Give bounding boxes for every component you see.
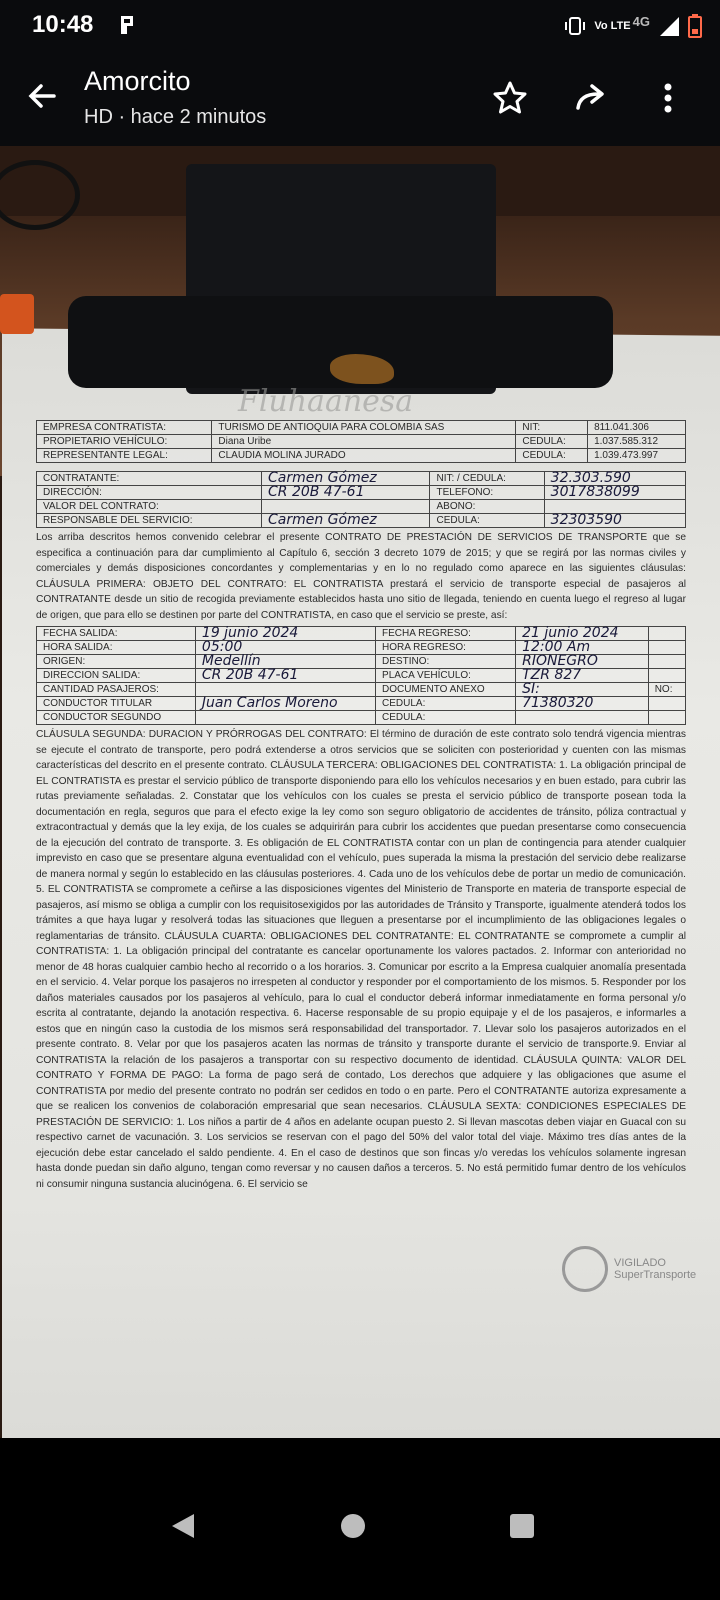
nav-home-icon[interactable] — [341, 1514, 365, 1538]
app-bar — [0, 52, 720, 146]
nav-back-icon[interactable] — [170, 1512, 196, 1540]
form-label: CEDULA: — [516, 435, 588, 449]
signal-icon — [658, 15, 680, 37]
form-label: FECHA REGRESO: — [376, 627, 516, 641]
form-label: CEDULA: — [376, 697, 516, 711]
form-label: CEDULA: — [376, 711, 516, 725]
form-label: EMPRESA CONTRATISTA: — [37, 421, 212, 435]
handwritten-value — [195, 711, 375, 725]
trip-table — [36, 626, 686, 725]
form-label: DESTINO: — [376, 655, 516, 669]
company-logo: Fluhaanesa — [238, 384, 414, 419]
handwritten-value: CR 20B 47-61 — [261, 486, 430, 500]
volte-label: Vo LTE — [594, 19, 631, 32]
photo-viewer[interactable] — [0, 146, 720, 1438]
form-label: HORA REGRESO: — [376, 641, 516, 655]
form-label: TELEFONO: — [430, 486, 544, 500]
vibrate-icon — [564, 16, 586, 36]
form-label: ORIGEN: — [37, 655, 196, 669]
form-row — [37, 655, 686, 669]
form-label: CANTIDAD PASAJEROS: — [37, 683, 196, 697]
form-label: REPRESENTANTE LEGAL: — [37, 449, 212, 463]
form-row — [37, 449, 686, 463]
handwritten-value: TZR 827 — [516, 669, 649, 683]
handwritten-value: 3017838099 — [544, 486, 685, 500]
handwritten-value: 32303590 — [544, 514, 685, 528]
form-label: CEDULA: — [430, 514, 544, 528]
seal-line2: SuperTransporte — [614, 1269, 697, 1281]
handwritten-value: Juan Carlos Moreno — [195, 697, 375, 711]
client-table — [36, 471, 686, 528]
form-row — [37, 669, 686, 683]
form-label: Diana Uribe — [212, 435, 516, 449]
status-time: 10:48 — [32, 11, 94, 38]
handwritten-value: SI: — [516, 683, 649, 697]
nav-recents-icon[interactable] — [510, 1514, 534, 1538]
handwritten-value: CR 20B 47-61 — [195, 669, 375, 683]
contract-intro: Los arriba descritos hemos convenido celebrar el presente CONTRATO DE PRESTACIÓN DE SERVICIOS DE TRANSPORTE que se especifica a continuación para dar cumplimiento al Capítulo 6, sección 3 decreto 1079 de 2015; y que se regirá por las normas civiles y comerciales y demás disposiciones concordantes y complementarias y en lo no regulado como aparece en las siguientes cláusulas: CLÁUSULA PRIMERA: OBJETO DEL CONTRATO: EL CONTRATISTA prestará el servicio de transporte especial de pasajeros al CONTRATANTE desde un sitio de recogida previamente establecidos hasta uno sitio de llegada, teniendo en cuenta luego el regreso al lugar de origen, que para ello se destinen por parte del CONTRATISTA, en caso que el servicio se preste, así: — [36, 532, 686, 621]
form-label: NIT: — [516, 421, 588, 435]
contract-clauses: CLÁUSULA SEGUNDA: DURACION Y PRÓRROGAS DEL CONTRATO: El término de duración de este contrato solo tendrá vigencia mientras se ejecute el contrato de transporte, pero podrá extenderse a otros servicios que se soliciten con posterioridad y cuenten con las mismas características del descrito en el presente contrato. CLÁUSULA TERCERA: OBLIGACIONES DEL CONTRATISTA: 1. La obligación principal de EL CONTRATISTA es prestar el servicio público de transporte disponiendo para ello los vehículos necesarios y en buen estado, para cubrir las rutas previamente señaladas. 2. Constatar que los vehículos con los cuales se presta el servicio público de transporte posean toda la documentación en regla, seguros que para el efecto exige la ley como son seguro obligatorio de accidentes de tránsito, póliza contractual y extracontractual y demás que la ley exija, de los cuales se adquirirán para cubrir los accidentes que puedan presentarse como consecuencia de la ejecución del contrato de transporte. 3. Es obligación de EL CONTRATISTA contar con un plan de contingencia para atender cualquier imprevisto en caso que se presentare alguna eventualidad con el vehículo, pues superada la misma la prestación del servicio debe realizarse de manera normal y según lo establecido en las cláusulas posteriores. 4. Cada uno de los vehículos debe de portar un medio de comunicación. 5. EL CONTRATISTA se compromete a ceñirse a las disposiciones vigentes del Ministerio de Transporte en materia de transporte especial de pasajeros, así mismo se obliga a cumplir con los requisitosexigidos por las autoridades de Tránsito y Transporte, igualmente atenderá todos los trámites a que haya lugar y resolverá todas las situaciones que lleguen a presentarse por el incumplimiento de las obligaciones legales o reglamentarias de tránsito. CLÁUSULA CUARTA: OBLIGACIONES DEL CONTRATANTE: EL CONTRATANTE se compromete a cumplir al CONTRATISTA: 1. La obligación principal del contratante es cancelar oportunamente los valores pactados. 2. Informar con anterioridad no menor de 48 horas cualquier cambio hecho al recorrido o a los horarios. 3. Comunicar por escrito a la Empresa cualquier anomalía presentada en el servicio. 4. Velar porque los pasajeros no irrespeten al conductor y responder por el comportamiento de los mismos. 5. Responder por los daños materiales causados por los pasajeros al vehículo, para lo cual el conductor deberá informar inmediatamente en forma personal y/o escrita al contratante, dejando la anotación respectiva. 6. Hacerse responsable de su propio equipaje y el de los pasajeros, e informarles a estos que en ningún caso la custodia de los mismos será responsabilidad del transportador. 7. Llevar solo los pasajeros autorizados en el presente contrato. 8. Velar por que los pasajeros acaten las normas de tránsito y transporte durante el servicio de transporte.9. Enviar al CONTRATISTA la relación de los pasajeros a transportar con su respectivo documento de identidad. CLÁUSULA QUINTA: VALOR DEL CONTRATO Y FORMA DE PAGO: La forma de pago será de contado, Los derechos que adquiere y las obligaciones que asume el CONTRATISTA por medio del presente contrato no podrán ser cedidos en todo o en parte. Pero el CONTRATANTE autoriza expresamente a que se realicen los convenios de colaboración empresarial que sean necesarios. CLÁUSULA SEXTA: CONDICIONES ESPECIALES DE PRESTACIÓN DE SERVICIO: 1. Los niños a partir de 4 años en adelante ocupan puesto 2. Si llevan mascotas deben viajar en Guacal con su respectivo carnet de vacunación. 3. Los servicios se reservan con el pago del 50% del valor total del viaje. Máximo tres días antes de la ejecución debe estar cancelado el saldo pendiente. 4. En el caso de destinos que son fincas y/o veredas los vehículos solamente ingresan hasta donde puedan sin daño alguno, tengan como reversar y no causen daños a terceros. 5. No está permitido fumar dentro de los vehículos ni consumir ninguna sustancia alucinógena. 6. El servicio se — [36, 729, 686, 1190]
handwritten-value: 19 junio 2024 — [195, 627, 375, 641]
handwritten-value: 12:00 Am — [516, 641, 649, 655]
form-label: VALOR DEL CONTRATO: — [37, 500, 262, 514]
form-label: DOCUMENTO ANEXO — [376, 683, 516, 697]
network-type: 4G — [632, 13, 650, 29]
handwritten-value: 32.303.590 — [544, 472, 685, 486]
form-label: 811.041.306 — [588, 421, 686, 435]
seal-line1: VIGILADO — [614, 1257, 666, 1269]
form-label: FECHA SALIDA: — [37, 627, 196, 641]
company-table — [36, 420, 686, 463]
handwritten-value: Medellín — [195, 655, 375, 669]
handwritten-value — [516, 711, 649, 725]
handwritten-value: 05:00 — [195, 641, 375, 655]
seal-icon — [562, 1246, 608, 1292]
form-label — [648, 669, 685, 683]
chat-title: Amorcito — [84, 66, 191, 96]
status-icons — [564, 12, 702, 40]
form-row — [37, 514, 686, 528]
form-label — [648, 641, 685, 655]
form-row — [37, 711, 686, 725]
status-bar — [0, 0, 720, 52]
form-label: NO: — [648, 683, 685, 697]
arrow-left-icon[interactable] — [24, 78, 60, 114]
handwritten-value: 21 junio 2024 — [516, 627, 649, 641]
form-label: 1.039.473.997 — [588, 449, 686, 463]
form-label: HORA SALIDA: — [37, 641, 196, 655]
handwritten-value: Carmen Gómez — [261, 472, 430, 486]
form-label — [648, 697, 685, 711]
form-label — [648, 655, 685, 669]
form-label: DIRECCION SALIDA: — [37, 669, 196, 683]
media-subtitle: HD · hace 2 minutos — [84, 106, 267, 128]
form-label: CONTRATANTE: — [37, 472, 262, 486]
form-row — [37, 421, 686, 435]
contract-document — [36, 420, 686, 1192]
form-label: CONDUCTOR SEGUNDO — [37, 711, 196, 725]
form-label — [648, 711, 685, 725]
form-label: TURISMO DE ANTIOQUIA PARA COLOMBIA SAS — [212, 421, 516, 435]
form-label: PLACA VEHÍCULO: — [376, 669, 516, 683]
form-row — [37, 486, 686, 500]
handwritten-value: RIONEGRO — [516, 655, 649, 669]
form-label: DIRECCIÓN: — [37, 486, 262, 500]
form-label: RESPONSABLE DEL SERVICIO: — [37, 514, 262, 528]
more-vert-icon[interactable] — [648, 78, 688, 118]
form-label: CEDULA: — [516, 449, 588, 463]
form-label: ABONO: — [430, 500, 544, 514]
form-label: 1.037.585.312 — [588, 435, 686, 449]
handwritten-value: Carmen Gómez — [261, 514, 430, 528]
form-row — [37, 697, 686, 711]
form-label: NIT: / CEDULA: — [430, 472, 544, 486]
forward-icon[interactable] — [572, 78, 612, 118]
form-label: CLAUDIA MOLINA JURADO — [212, 449, 516, 463]
orange-object — [0, 294, 34, 334]
form-label: PROPIETARIO VEHÍCULO: — [37, 435, 212, 449]
supertransporte-seal — [562, 1246, 696, 1292]
app-notification-icon — [118, 14, 136, 36]
form-label: CONDUCTOR TITULAR — [37, 697, 196, 711]
form-row — [37, 435, 686, 449]
star-icon[interactable] — [490, 78, 530, 118]
form-label — [648, 627, 685, 641]
battery-low-icon — [688, 14, 702, 38]
handwritten-value: 71380320 — [516, 697, 649, 711]
